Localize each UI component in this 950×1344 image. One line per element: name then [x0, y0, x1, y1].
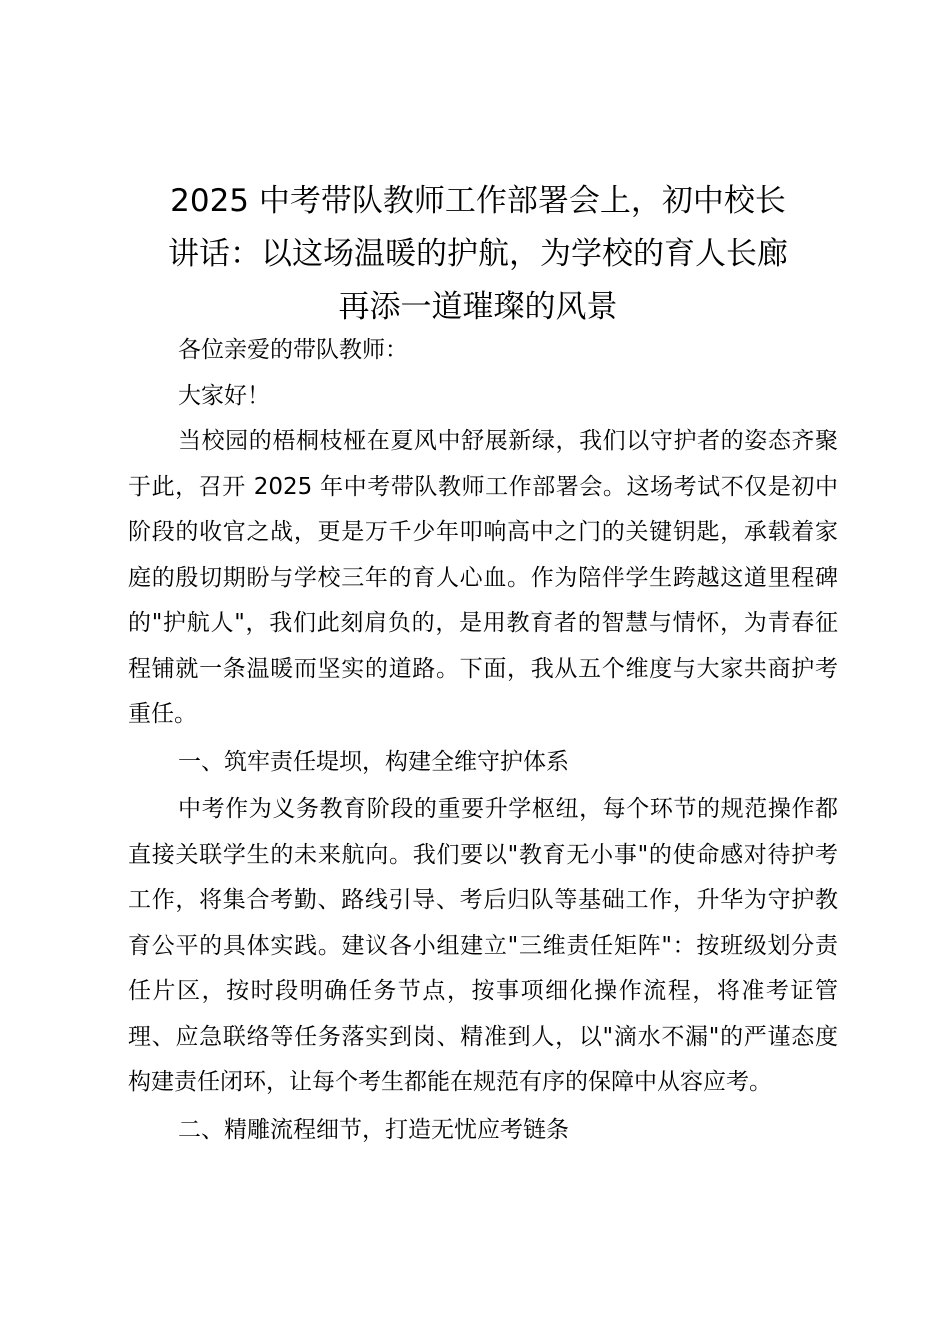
- title-line-1: 2025 中考带队教师工作部署会上，初中校长: [170, 183, 786, 219]
- document-title: [118, 175, 838, 334]
- document-body: [128, 328, 838, 1153]
- section-heading-2: 二、精雕流程细节，打造无忧应考链条: [178, 1116, 569, 1143]
- salutation: 各位亲爱的带队教师：: [178, 337, 408, 363]
- section-heading-1: 一、筑牢责任堤坝，构建全维守护体系: [178, 748, 569, 775]
- paragraph-intro: 当校园的梧桐枝桠在夏风中舒展新绿，我们以守护者的姿态齐聚于此，召开 2025 年中考带队教师工作部署会。这场考试不仅是初中阶段的收官之战，更是万千少年叩响高中之门的关键钥匙，承载着家庭的殷切期盼与学校三年的育人心血。作为陪伴学生跨越这道里程碑的"护航人"，我们此刻肩负的，是用教育者的智慧与情怀，为青春征程铺就一条温暖而坚实的道路。下面，我从五个维度与大家共商护考重任。: [128, 428, 838, 727]
- paragraph-section-1: 中考作为义务教育阶段的重要升学枢纽，每个环节的规范操作都直接关联学生的未来航向。我们要以"教育无小事"的使命感对待护考工作，将集合考勤、路线引导、考后归队等基础工作，升华为守护教育公平的具体实践。建议各小组建立"三维责任矩阵"：按班级划分责任片区，按时段明确任务节点，按事项细化操作流程，将准考证管理、应急联络等任务落实到岗、精准到人，以"滴水不漏"的严谨态度构建责任闭环，让每个考生都能在规范有序的保障中从容应考。: [128, 796, 838, 1095]
- title-line-3: 再添一道璀璨的风景: [338, 289, 618, 325]
- greeting: 大家好！: [178, 382, 270, 409]
- title-line-2: 讲话：以这场温暖的护航，为学校的育人长廊: [168, 236, 788, 272]
